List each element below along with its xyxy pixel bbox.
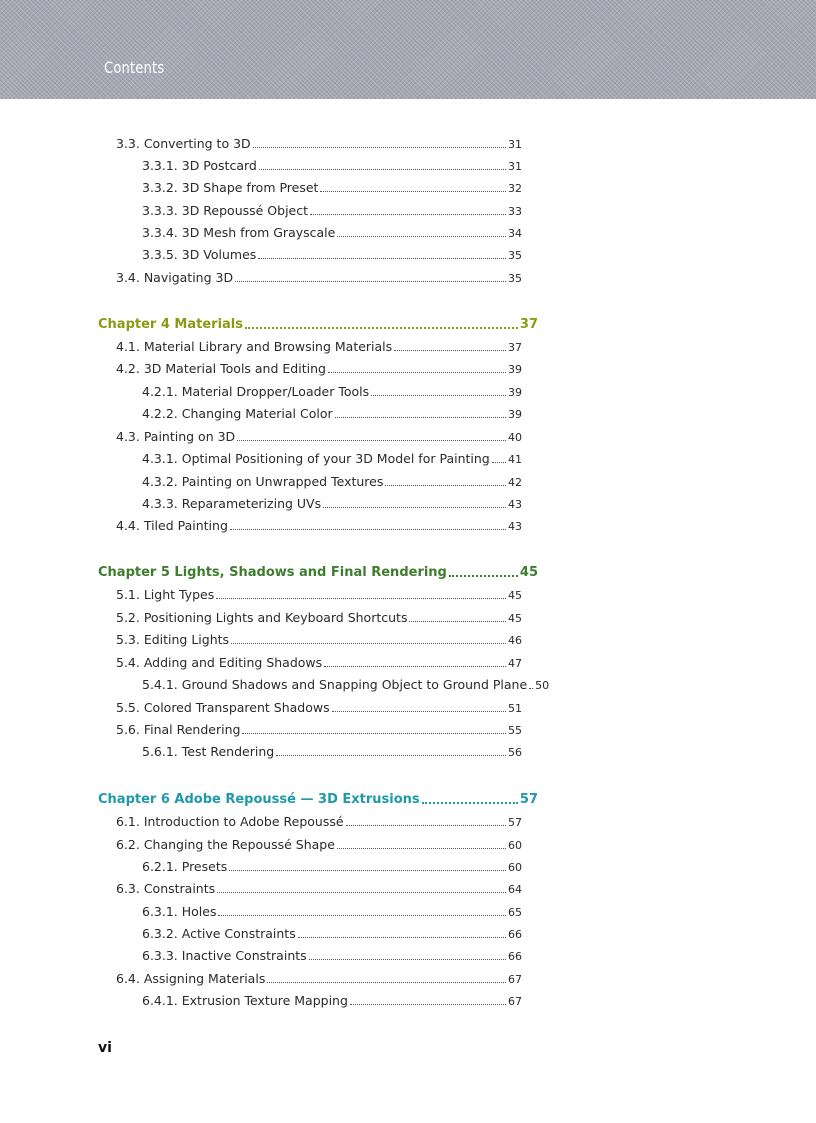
toc-entry-4-3-1[interactable] [142, 450, 522, 468]
toc-chapter-6[interactable] [98, 791, 538, 809]
dot-leader [335, 416, 506, 418]
toc-entry-5-1[interactable] [116, 586, 522, 604]
toc-entry-page: 60 [508, 839, 522, 852]
toc-entry-label: 5.1. Light Types [116, 587, 215, 602]
toc-entry-page: 57 [508, 816, 522, 829]
toc-entry-label: 6.2.1. Presets [142, 859, 228, 874]
toc-entry-page: 43 [508, 520, 522, 533]
page-header-title: Contents [104, 58, 165, 77]
chapter-title: Chapter 4 Materials [98, 317, 243, 332]
toc-entry-label: 4.2.1. Material Dropper/Loader Tools [142, 384, 370, 399]
dot-leader [385, 484, 506, 486]
toc-entry-label: 3.3.1. 3D Postcard [142, 158, 257, 173]
dot-leader [216, 597, 506, 599]
toc-entry-6-3-2[interactable] [142, 925, 522, 943]
toc-entry-page: 67 [508, 995, 522, 1008]
toc-entry-page: 31 [508, 138, 522, 151]
toc-entry-6-4[interactable] [116, 970, 522, 988]
toc-entry-label: 6.3.2. Active Constraints [142, 926, 296, 941]
toc-entry-label: 4.3.1. Optimal Positioning of your 3D Model for Painting [142, 451, 490, 466]
dot-leader [346, 824, 506, 826]
toc-entry-4-1[interactable] [116, 338, 522, 356]
toc-entry-6-3-1[interactable] [142, 903, 522, 921]
toc-entry-6-1[interactable] [116, 813, 522, 831]
toc-entry-4-4[interactable] [116, 517, 522, 535]
toc-entry-page: 65 [508, 906, 522, 919]
toc-entry-page: 34 [508, 227, 522, 240]
toc-entry-label: 6.4. Assigning Materials [116, 971, 266, 986]
dot-leader [328, 371, 506, 373]
toc-entry-page: 45 [508, 589, 522, 602]
dot-leader [259, 168, 506, 170]
toc-entry-label: 4.3. Painting on 3D [116, 429, 236, 444]
chapter-page: 57 [519, 792, 538, 807]
toc-entry-page: 60 [508, 861, 522, 874]
dot-leader [309, 958, 506, 960]
dot-leader [235, 280, 506, 282]
dot-leader [394, 349, 506, 351]
dot-leader [320, 190, 506, 192]
toc-entry-label: 5.4. Adding and Editing Shadows [116, 655, 323, 670]
dot-leader [267, 981, 506, 983]
toc-entry-label: 3.3.4. 3D Mesh from Grayscale [142, 225, 336, 240]
toc-entry-5-4-1[interactable] [142, 676, 550, 694]
toc-entry-page: 32 [508, 182, 522, 195]
toc-entry-6-3[interactable] [116, 880, 522, 898]
toc-entry-page: 39 [508, 363, 522, 376]
dot-leader [337, 847, 506, 849]
chapter-title: Chapter 5 Lights, Shadows and Final Rendering [98, 565, 447, 580]
toc-entry-3-4[interactable] [116, 269, 522, 287]
toc-entry-6-4-1[interactable] [142, 992, 522, 1010]
toc-entry-3-3-2[interactable] [142, 179, 522, 197]
toc-entry-4-3[interactable] [116, 428, 522, 446]
toc-entry-page: 51 [508, 702, 522, 715]
toc-entry-label: 5.2. Positioning Lights and Keyboard Shortcuts [116, 610, 408, 625]
toc-entry-3-3[interactable] [116, 135, 522, 153]
dot-leader [230, 528, 506, 530]
page-number: vi [98, 1040, 112, 1056]
toc-entry-label: 3.3.2. 3D Shape from Preset [142, 180, 319, 195]
toc-entry-4-2[interactable] [116, 360, 522, 378]
toc-entry-page: 35 [508, 272, 522, 285]
chapter-title: Chapter 6 Adobe Repoussé — 3D Extrusions [98, 792, 420, 807]
toc-entry-label: 6.2. Changing the Repoussé Shape [116, 837, 335, 852]
toc-entry-label: 4.4. Tiled Painting [116, 518, 228, 533]
toc-entry-6-2-1[interactable] [142, 858, 522, 876]
dot-leader [449, 574, 518, 577]
toc-entry-page: 39 [508, 408, 522, 421]
toc-entry-label: 5.6. Final Rendering [116, 722, 241, 737]
toc-entry-label: 3.3.3. 3D Repoussé Object [142, 203, 309, 218]
toc-entry-5-2[interactable] [116, 609, 522, 627]
toc-entry-page: 45 [508, 612, 522, 625]
toc-entry-4-3-3[interactable] [142, 495, 522, 513]
toc-entry-page: 66 [508, 928, 522, 941]
toc-entry-page: 56 [508, 746, 522, 759]
toc-chapter-4[interactable] [98, 316, 538, 334]
toc-entry-label: 4.3.2. Painting on Unwrapped Textures [142, 474, 384, 489]
toc-entry-page: 40 [508, 431, 522, 444]
toc-entry-label: 5.4.1. Ground Shadows and Snapping Object to Ground Plane [142, 677, 528, 692]
toc-entry-page: 55 [508, 724, 522, 737]
dot-leader [492, 461, 506, 463]
toc-entry-label: 6.3. Constraints [116, 881, 216, 896]
toc-entry-5-6[interactable] [116, 721, 522, 739]
toc-entry-label: 4.2. 3D Material Tools and Editing [116, 361, 326, 376]
toc-entry-label: 3.3.5. 3D Volumes [142, 247, 257, 262]
toc-entry-label: 4.3.3. Reparameterizing UVs [142, 496, 322, 511]
chapter-page: 45 [519, 565, 538, 580]
toc-entry-label: 4.2.2. Changing Material Color [142, 406, 333, 421]
toc-entry-page: 66 [508, 950, 522, 963]
dot-leader [337, 235, 506, 237]
toc-entry-5-5[interactable] [116, 699, 522, 717]
toc-entry-6-2[interactable] [116, 836, 522, 854]
dot-leader [253, 146, 506, 148]
toc-entry-page: 64 [508, 883, 522, 896]
toc-entry-page: 50 [535, 679, 550, 692]
toc-entry-page: 47 [508, 657, 522, 670]
dot-leader [237, 439, 506, 441]
toc-entry-label: 6.1. Introduction to Adobe Repoussé [116, 814, 344, 829]
dot-leader [218, 914, 506, 916]
dot-leader [332, 710, 506, 712]
dot-leader [245, 326, 518, 329]
toc-entry-4-2-2[interactable] [142, 405, 522, 423]
chapter-page: 37 [519, 317, 538, 332]
toc-entry-label: 5.3. Editing Lights [116, 632, 230, 647]
dot-leader [258, 257, 506, 259]
toc-entry-label: 3.3. Converting to 3D [116, 136, 251, 151]
toc-entry-3-3-5[interactable] [142, 246, 522, 264]
toc-entry-6-3-3[interactable] [142, 947, 522, 965]
dot-leader [242, 732, 506, 734]
toc-entry-page: 67 [508, 973, 522, 986]
toc-entry-3-3-3[interactable] [142, 202, 522, 220]
toc-entry-4-2-1[interactable] [142, 383, 522, 401]
dot-leader [323, 506, 506, 508]
dot-leader [350, 1003, 506, 1005]
dot-leader [298, 936, 506, 938]
dot-leader [217, 891, 506, 893]
toc-entry-page: 37 [508, 341, 522, 354]
toc-entry-4-3-2[interactable] [142, 473, 522, 491]
toc-entry-page: 35 [508, 249, 522, 262]
toc-entry-page: 33 [508, 205, 522, 218]
toc-entry-3-3-1[interactable] [142, 157, 522, 175]
dot-leader [324, 665, 506, 667]
toc-entry-page: 31 [508, 160, 522, 173]
toc-entry-label: 6.3.1. Holes [142, 904, 217, 919]
toc-entry-page: 39 [508, 386, 522, 399]
toc-entry-page: 41 [508, 453, 522, 466]
toc-entry-5-3[interactable] [116, 631, 522, 649]
toc-entry-label: 5.6.1. Test Rendering [142, 744, 275, 759]
toc-entry-page: 46 [508, 634, 522, 647]
toc-entry-page: 43 [508, 498, 522, 511]
dot-leader [310, 213, 506, 215]
toc-entry-3-3-4[interactable] [142, 224, 522, 242]
toc-entry-label: 4.1. Material Library and Browsing Materials [116, 339, 393, 354]
dot-leader [409, 620, 506, 622]
toc-entry-label: 3.4. Navigating 3D [116, 270, 234, 285]
toc-chapter-5[interactable] [98, 564, 538, 582]
toc-entry-5-6-1[interactable] [142, 743, 522, 761]
dot-leader [529, 687, 533, 689]
toc-entry-label: 6.4.1. Extrusion Texture Mapping [142, 993, 348, 1008]
dot-leader [422, 801, 518, 804]
dot-leader [229, 869, 506, 871]
toc-entry-page: 42 [508, 476, 522, 489]
toc-entry-label: 5.5. Colored Transparent Shadows [116, 700, 330, 715]
dot-leader [231, 642, 506, 644]
toc-entry-label: 6.3.3. Inactive Constraints [142, 948, 307, 963]
dot-leader [371, 394, 506, 396]
toc-entry-5-4[interactable] [116, 654, 522, 672]
dot-leader [276, 754, 506, 756]
